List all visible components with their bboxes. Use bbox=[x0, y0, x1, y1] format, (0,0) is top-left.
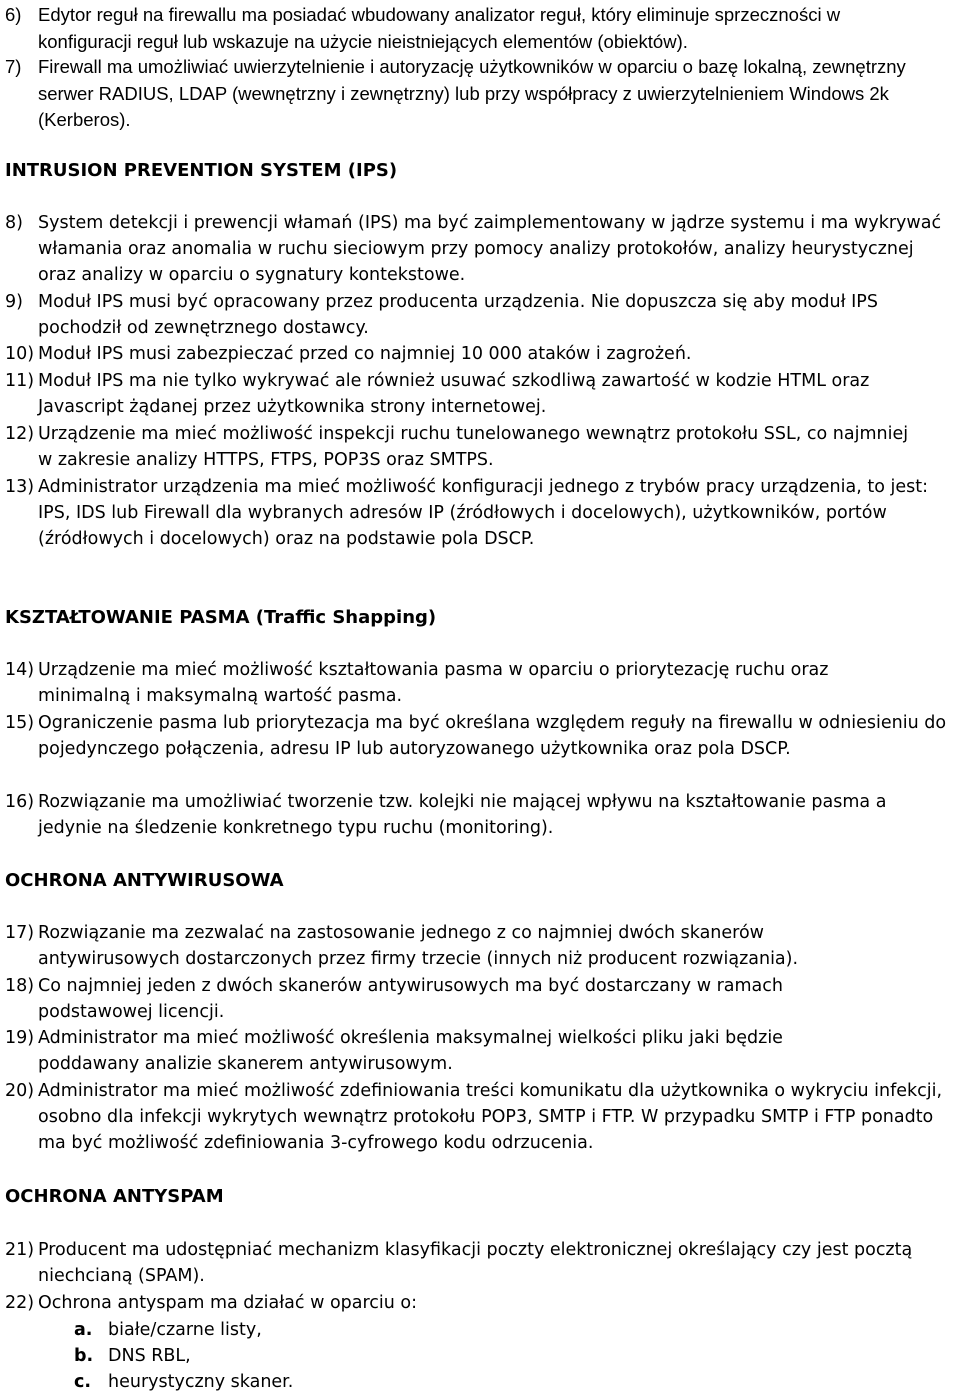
sub-item-letter: c. bbox=[74, 1372, 92, 1392]
item-text: Rozwiązanie ma zezwalać na zastosowanie jednego z co najmniej dwóch skanerów antywirusowych dostarczonych przez firmy trzecie (innych niż producent rozwiązania). bbox=[38, 923, 799, 970]
item-number: 13) bbox=[5, 477, 35, 497]
item-number: 17) bbox=[5, 923, 35, 943]
item-text: Moduł IPS musi być opracowany przez producenta urządzenia. Nie dopuszcza się aby moduł IPS pochodził od zewnętrznego dostawcy. bbox=[38, 292, 878, 339]
section-heading-antivirus: OCHRONA ANTYWIRUSOWA bbox=[5, 870, 284, 891]
item-number: 6) bbox=[5, 4, 22, 25]
item-number: 18) bbox=[5, 976, 35, 996]
item-text: Producent ma udostępniać mechanizm klasyfikacji poczty elektronicznej określający czy jest pocztą niechcianą (SPAM). bbox=[38, 1240, 913, 1287]
item-text: Firewall ma umożliwiać uwierzytelnienie i autoryzację użytkowników w oparciu o bazę lokalną, zewnętrzny serwer RADIUS, LDAP (wewnętrzny i zewnętrzny) lub przy współpracy z uwierzytelnieniem Windows 2k (Kerberos). bbox=[38, 56, 906, 130]
item-text: Ograniczenie pasma lub priorytezacja ma być określana względem reguły na firewallu w odniesieniu do pojedynczego połączenia, adresu IP lub autoryzowanego użytkownika oraz pola DSCP. bbox=[38, 713, 947, 760]
item-number: 8) bbox=[5, 213, 23, 233]
sub-item-letter: a. bbox=[74, 1320, 93, 1340]
item-number: 20) bbox=[5, 1081, 35, 1101]
section-heading-ips: INTRUSION PREVENTION SYSTEM (IPS) bbox=[5, 160, 398, 181]
item-number: 9) bbox=[5, 292, 23, 312]
section-heading-antispam: OCHRONA ANTYSPAM bbox=[5, 1186, 224, 1207]
item-number: 19) bbox=[5, 1028, 35, 1048]
item-number: 12) bbox=[5, 424, 35, 444]
item-number: 21) bbox=[5, 1240, 35, 1260]
item-number: 10) bbox=[5, 344, 35, 364]
item-number: 16) bbox=[5, 792, 35, 812]
item-number: 11) bbox=[5, 371, 35, 391]
item-text: Administrator ma mieć możliwość określenia maksymalnej wielkości pliku jaki będzie poddawany analizie skanerem antywirusowym. bbox=[38, 1028, 783, 1075]
item-text: Urządzenie ma mieć możliwość inspekcji ruchu tunelowanego wewnątrz protokołu SSL, co najmniej w zakresie analizy HTTPS, FTPS, POP3S oraz SMTPS. bbox=[38, 424, 909, 471]
item-text: Administrator ma mieć możliwość zdefiniowania treści komunikatu dla użytkownika o wykryciu infekcji, osobno dla infekcji wykrytych wewnątrz protokołu POP3, SMTP i FTP. W przypadku SMTP i FTP ponadto ma być możliwość zdefiniowania 3-cyfrowego kodu odrzucenia. bbox=[38, 1081, 943, 1154]
item-text: Co najmniej jeden z dwóch skanerów antywirusowych ma być dostarczany w ramach podstawowej licencji. bbox=[38, 976, 783, 1023]
item-text: Administrator urządzenia ma mieć możliwość konfiguracji jednego z trybów pracy urządzenia, to jest: IPS, IDS lub Firewall dla wybranych adresów IP (źródłowych i docelowych), użytkowników, portów (źródłowych i docelowych) oraz na podstawie pola DSCP. bbox=[38, 477, 928, 550]
sub-item-letter: b. bbox=[74, 1346, 94, 1366]
item-number: 14) bbox=[5, 660, 35, 680]
sub-item-text: heurystyczny skaner. bbox=[108, 1372, 294, 1392]
item-text: Moduł IPS musi zabezpieczać przed co najmniej 10 000 ataków i zagrożeń. bbox=[38, 344, 692, 364]
item-text: Moduł IPS ma nie tylko wykrywać ale również usuwać szkodliwą zawartość w kodzie HTML oraz Javascript żądanej przez użytkownika strony internetowej. bbox=[38, 371, 870, 418]
item-text: Urządzenie ma mieć możliwość kształtowania pasma w oparciu o priorytezację ruchu oraz minimalną i maksymalną wartość pasma. bbox=[38, 660, 829, 707]
item-text: Rozwiązanie ma umożliwiać tworzenie tzw. kolejki nie mającej wpływu na kształtowanie pasma a jedynie na śledzenie konkretnego typu ruchu (monitoring). bbox=[38, 792, 887, 839]
sub-item-text: DNS RBL, bbox=[108, 1346, 191, 1366]
item-number: 15) bbox=[5, 713, 35, 733]
item-text: System detekcji i prewencji włamań (IPS) ma być zaimplementowany w jądrze systemu i ma wykrywać włamania oraz anomalia w ruchu sieciowym przy pomocy analizy protokołów, analizy heurystycznej oraz analizy w oparciu o sygnatury kontekstowe. bbox=[38, 213, 942, 286]
item-text: Ochrona antyspam ma działać w oparciu o: bbox=[38, 1293, 418, 1313]
item-number: 22) bbox=[5, 1293, 35, 1313]
section-heading-traffic-shaping: KSZTAŁTOWANIE PASMA (Traffic Shapping) bbox=[5, 607, 437, 628]
item-text: Edytor reguł na firewallu ma posiadać wbudowany analizator reguł, który eliminuje sprzeczności w konfiguracji reguł lub wskazuje na użycie nieistniejących elementów (obiektów). bbox=[38, 4, 841, 52]
item-number: 7) bbox=[5, 56, 22, 77]
sub-item-text: białe/czarne listy, bbox=[108, 1320, 262, 1340]
